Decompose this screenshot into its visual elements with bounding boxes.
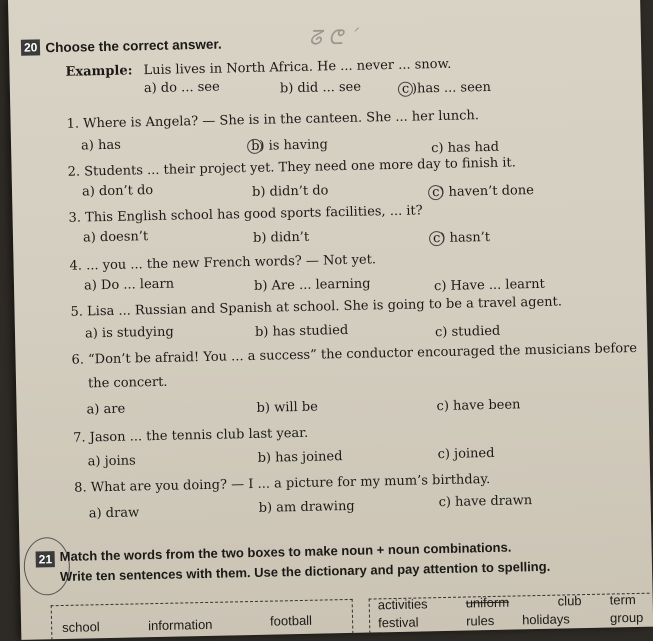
q8-option-a: a) draw bbox=[88, 505, 140, 522]
example-option-c: c )has ... seen bbox=[402, 80, 491, 97]
word-box-2-item: term bbox=[609, 591, 636, 608]
word-box-1-item: information bbox=[147, 616, 213, 634]
exercise-21-instruction-line2: Write ten sentences with them. Use the dictionary and pay attention to spelling. bbox=[59, 558, 551, 585]
q2-option-a: a) don’t do bbox=[81, 183, 154, 200]
exercise-21-instruction-line1: Match the words from the two boxes to make noun + noun combinations. bbox=[59, 539, 512, 565]
textbook-page bbox=[8, 0, 653, 640]
q7-option-c: c) joined bbox=[437, 445, 495, 463]
question-1: 1. Where is Angela? — She is in the canteen. She ... her lunch. bbox=[66, 108, 480, 132]
exercise-title: Choose the correct answer. bbox=[45, 36, 222, 55]
word-box-1-item: school bbox=[61, 619, 100, 636]
question-3: 3. This English school has good sports facilities, ... it? bbox=[68, 203, 423, 226]
example-answer-circle bbox=[398, 82, 413, 97]
exercise-20-header bbox=[21, 36, 222, 56]
question-6: 6. “Don’t be afraid! You ... a success” the conductor encouraged the musicians before bbox=[71, 340, 638, 368]
q5-option-a: a) is studying bbox=[84, 324, 174, 342]
q6-option-b: b) will be bbox=[256, 399, 319, 416]
word-box-1-item: football bbox=[269, 612, 313, 629]
question-7: 7. Jason ... the tennis club last year. bbox=[73, 425, 309, 446]
q8-option-c: c) have drawn bbox=[438, 493, 533, 511]
q6-option-c: c) have been bbox=[436, 397, 521, 415]
question-6-continued: the concert. bbox=[87, 374, 168, 392]
word-box-2-item: group bbox=[609, 609, 644, 626]
question-8: 8. What are you doing? — I ... a picture for my mum’s birthday. bbox=[74, 472, 491, 496]
q7-option-b: b) has joined bbox=[257, 449, 343, 466]
q3-option-a: a) doesn’t bbox=[82, 229, 149, 246]
word-box-1 bbox=[51, 599, 354, 640]
q3-option-c: c) hasn’t bbox=[433, 230, 490, 246]
q3-option-b: b) didn’t bbox=[252, 229, 310, 246]
q5-option-c: c) studied bbox=[434, 323, 501, 341]
example-option-b: b) did ... see bbox=[279, 79, 362, 97]
exercise-number-badge: 21 bbox=[36, 551, 56, 567]
word-box-2-item: club bbox=[557, 593, 582, 609]
q6-option-a: a) are bbox=[86, 401, 126, 418]
q2-option-b: b) didn’t do bbox=[251, 183, 329, 200]
q2-option-c: c) haven’t done bbox=[432, 183, 534, 200]
word-box-2-item: activities bbox=[377, 596, 428, 613]
question-5: 5. Lisa ... Russian and Spanish at school. She is going to be a travel agent. bbox=[70, 294, 563, 320]
example-label: Example: bbox=[65, 63, 133, 80]
question-4: 4. ... you ... the new French words? — Not yet. bbox=[69, 252, 377, 274]
example-sentence: Luis lives in North Africa. He ... never ... snow. bbox=[143, 56, 452, 79]
q5-option-b: b) has studied bbox=[254, 322, 349, 340]
bleed-through-text bbox=[541, 27, 652, 549]
q4-option-c: c) Have ... learnt bbox=[433, 276, 545, 295]
q1-option-a: a) has bbox=[80, 137, 121, 154]
example-option-a: a) do ... see bbox=[143, 79, 220, 97]
q4-option-b: b) Are ... learning bbox=[253, 276, 371, 294]
q7-option-a: a) joins bbox=[87, 453, 136, 470]
word-box-2-item: holidays bbox=[521, 611, 570, 628]
pencil-scribble: ᘔ ᕦ ˊ bbox=[308, 24, 360, 50]
word-box-2-item-struck: uniform bbox=[465, 594, 510, 611]
q4-option-a: a) Do ... learn bbox=[83, 276, 175, 294]
question-2: 2. Students ... their project yet. They need one more day to finish it. bbox=[67, 155, 516, 180]
word-box-2 bbox=[369, 593, 651, 634]
word-box-2-item: rules bbox=[465, 612, 495, 629]
q1-option-b: b) is having bbox=[251, 137, 328, 154]
q1-option-c: c) has had bbox=[431, 139, 500, 157]
q8-option-b: b) am drawing bbox=[258, 498, 355, 516]
word-box-2-item: festival bbox=[377, 614, 419, 631]
exercise-number-badge: 20 bbox=[21, 39, 41, 55]
